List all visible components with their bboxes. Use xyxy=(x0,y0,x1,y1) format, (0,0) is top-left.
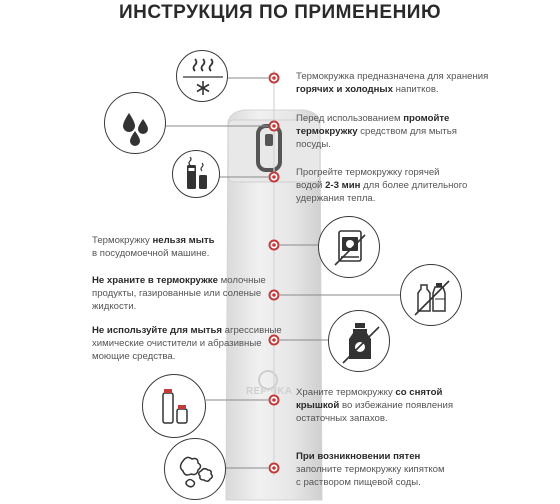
thermos-icon xyxy=(172,150,220,198)
brand-text: REF··IKA xyxy=(246,386,293,397)
no-detergent-icon xyxy=(328,310,390,372)
instruction-5: Не храните в термокружке молочные продукты, газированные или соленые жидкости. xyxy=(92,275,266,312)
thermos-lid-off-icon xyxy=(142,374,206,438)
instruction-2: Перед использованием промойте термокружку средством для мытья посуды. xyxy=(296,113,457,150)
no-milk-soda-icon xyxy=(400,264,462,326)
page-title: ИНСТРУКЦИЯ ПО ПРИМЕНЕНИЮ xyxy=(118,2,442,23)
hot-cold-icon xyxy=(176,50,228,102)
instruction-1: Термокружка предназначена для хранения горячих и холодных напитков. xyxy=(296,71,489,95)
no-dishwasher-icon xyxy=(318,216,380,278)
instruction-6: Не используйте для мытья агрессивные химические очистители и абразивные моющие средства. xyxy=(92,325,282,362)
stains-icon xyxy=(164,438,226,500)
water-drops-icon xyxy=(104,92,166,154)
instruction-8: При возникновении пятен заполните термокружку кипятком с раствором пищевой соды. xyxy=(296,451,445,488)
instruction-3: Прогрейте термокружку горячей водой 2-3 мин для более длительного удержания тепла. xyxy=(296,167,468,204)
instruction-7: Храните термокружку со снятой крышкой во избежание появления остаточных запахов. xyxy=(296,387,454,424)
instruction-4: Термокружку нельзя мыть в посудомоечной машине. xyxy=(92,235,215,259)
